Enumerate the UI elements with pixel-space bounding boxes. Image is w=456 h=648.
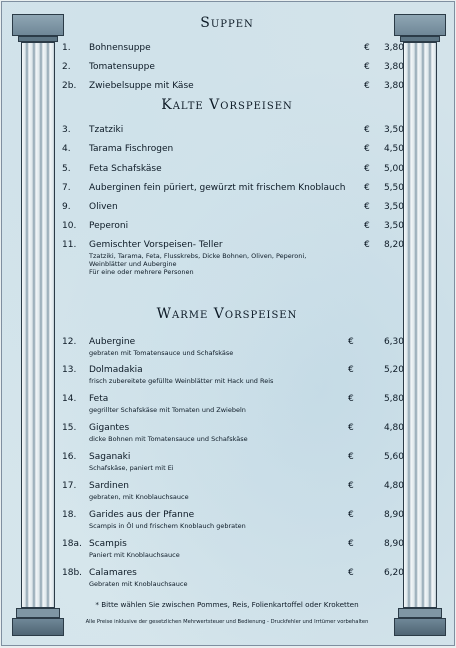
menu-page	[1, 1, 455, 646]
item-price: 3,80	[383, 43, 404, 53]
item-name: Garides aus der Pfanne	[89, 510, 195, 520]
currency-symbol: €	[348, 337, 354, 347]
currency-symbol: €	[348, 568, 354, 578]
item-description: gegrillter Schafskäse mit Tomaten und Zwiebeln	[89, 406, 246, 414]
item-name: Dolmadakia	[89, 365, 143, 375]
item-description: dicke Bohnen mit Tomatensauce und Schafskäse	[89, 435, 248, 443]
item-number: 13.	[62, 365, 77, 375]
item-number: 18b.	[62, 568, 83, 578]
item-price: 3,50	[383, 202, 404, 212]
item-price: 4,80	[383, 481, 404, 491]
item-description: Gebraten mit Knoblauchsauce	[89, 580, 188, 588]
item-price: 3,80	[383, 81, 404, 91]
item-number: 14.	[62, 394, 77, 404]
item-name: Scampis	[89, 539, 127, 549]
item-name: Zwiebelsuppe mit Käse	[89, 81, 194, 91]
item-price: 3,50	[383, 221, 404, 231]
currency-symbol: €	[364, 221, 370, 231]
item-number: 2.	[62, 62, 71, 72]
currency-symbol: €	[364, 62, 370, 72]
item-description-line: Weinblätter und Aubergine	[89, 260, 177, 268]
item-description: gebraten, mit Knoblauchsauce	[89, 493, 189, 501]
item-name: Saganaki	[89, 452, 131, 462]
item-name: Tzatziki	[89, 125, 124, 135]
item-description: frisch zubereitete gefüllte Weinblätter mit Hack und Reis	[89, 377, 274, 385]
currency-symbol: €	[364, 202, 370, 212]
currency-symbol: €	[364, 125, 370, 135]
item-description	[89, 252, 306, 276]
item-price: 4,50	[383, 144, 404, 154]
item-price: 8,90	[383, 539, 404, 549]
item-number: 7.	[62, 183, 71, 193]
item-number: 2b.	[62, 81, 77, 91]
item-number: 3.	[62, 125, 71, 135]
item-number: 12.	[62, 337, 77, 347]
item-price: 5,00	[383, 164, 404, 174]
item-name: Calamares	[89, 568, 137, 578]
item-description: Schafskäse, paniert mit Ei	[89, 464, 174, 472]
item-name: Peperoni	[89, 221, 129, 231]
price-disclaimer: Alle Preise inklusive der gesetzlichen Mehrwertsteuer und Bedienung - Druckfehler und Irrtümer vorbehalten	[85, 619, 369, 625]
currency-symbol: €	[348, 481, 354, 491]
item-number: 16.	[62, 452, 77, 462]
item-price: 5,60	[383, 452, 404, 462]
item-description-line: Für eine oder mehrere Personen	[89, 268, 194, 276]
currency-symbol: €	[348, 539, 354, 549]
item-price: 6,30	[383, 337, 404, 347]
item-price: 3,80	[383, 62, 404, 72]
currency-symbol: €	[364, 144, 370, 154]
item-number: 18a.	[62, 539, 82, 549]
currency-symbol: €	[364, 43, 370, 53]
item-number: 1.	[62, 43, 71, 53]
currency-symbol: €	[348, 452, 354, 462]
item-description: gebraten mit Tomatensauce und Schafskäse	[89, 349, 234, 357]
item-name: Bohnensuppe	[89, 43, 151, 53]
currency-symbol: €	[364, 240, 370, 250]
item-number: 5.	[62, 164, 71, 174]
item-description: Scampis in Öl und frischem Knoblauch gebraten	[89, 522, 246, 530]
currency-symbol: €	[348, 365, 354, 375]
currency-symbol: €	[364, 183, 370, 193]
item-name: Gigantes	[89, 423, 130, 433]
item-name: Feta Schafskäse	[89, 164, 162, 174]
item-number: 18.	[62, 510, 77, 520]
item-price: 5,20	[383, 365, 404, 375]
item-number: 10.	[62, 221, 77, 231]
section-title-warme-vorspeisen: Warme Vorspeisen	[156, 306, 298, 322]
item-name: Sardinen	[89, 481, 129, 491]
section-title-suppen: Suppen	[200, 15, 254, 31]
item-name: Auberginen fein püriert, gewürzt mit frischem Knoblauch	[89, 183, 346, 193]
section-title-kalte-vorspeisen: Kalte Vorspeisen	[161, 97, 293, 113]
item-price: 8,90	[383, 510, 404, 520]
item-number: 15.	[62, 423, 77, 433]
item-number: 17.	[62, 481, 77, 491]
currency-symbol: €	[348, 423, 354, 433]
item-price: 3,50	[383, 125, 404, 135]
item-description: Paniert mit Knoblauchsauce	[89, 551, 180, 559]
item-name: Oliven	[89, 202, 118, 212]
item-name: Tarama Fischrogen	[89, 144, 174, 154]
item-price: 6,20	[383, 568, 404, 578]
item-name: Feta	[89, 394, 109, 404]
item-number: 9.	[62, 202, 71, 212]
item-number: 11.	[62, 240, 77, 250]
left-greek-column	[12, 14, 64, 636]
item-number: 4.	[62, 144, 71, 154]
side-dish-note: * Bitte wählen Sie zwischen Pommes, Reis, Folienkartoffel oder Kroketten	[95, 600, 359, 609]
item-name: Tomatensuppe	[89, 62, 155, 72]
currency-symbol: €	[348, 394, 354, 404]
item-price: 8,20	[383, 240, 404, 250]
item-name: Aubergine	[89, 337, 136, 347]
currency-symbol: €	[364, 164, 370, 174]
item-price: 4,80	[383, 423, 404, 433]
item-price: 5,50	[383, 183, 404, 193]
item-price: 5,80	[383, 394, 404, 404]
currency-symbol: €	[348, 510, 354, 520]
item-name: Gemischter Vorspeisen- Teller	[89, 240, 223, 250]
item-description-line: Tzatziki, Tarama, Feta, Flusskrebs, Dicke Bohnen, Oliven, Peperoni,	[89, 252, 307, 260]
currency-symbol: €	[364, 81, 370, 91]
